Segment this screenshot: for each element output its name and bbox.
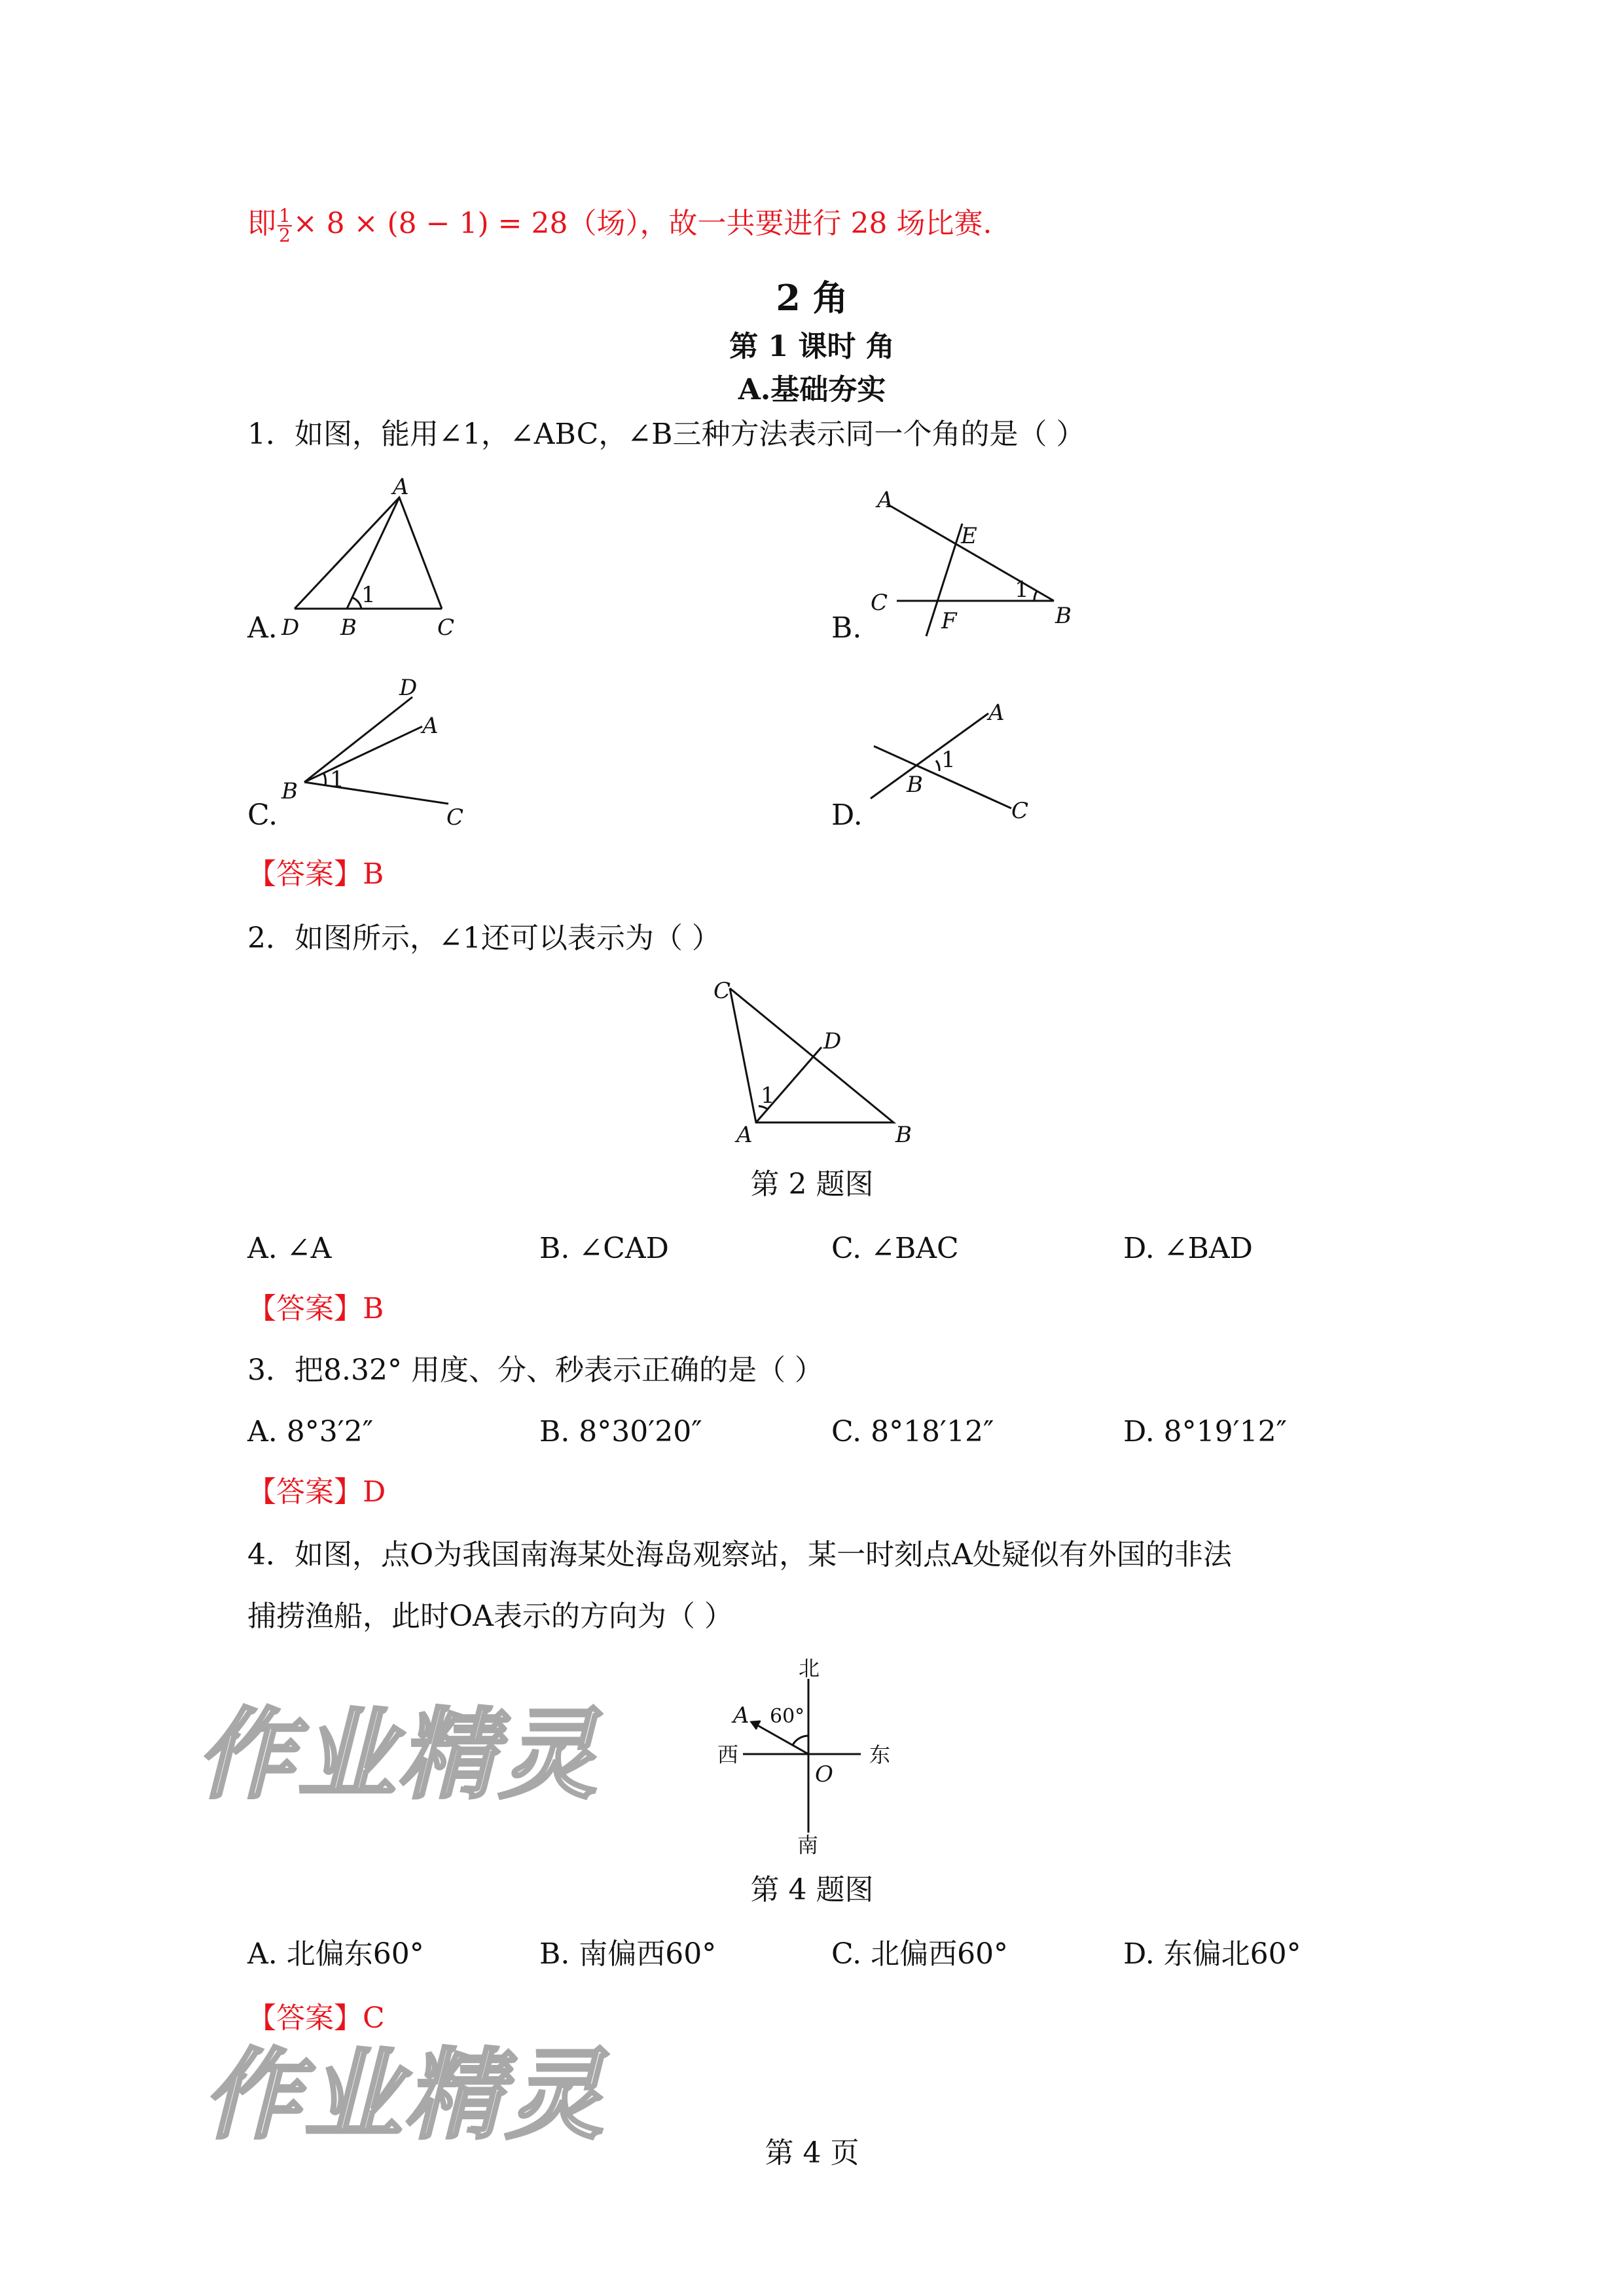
angle-arc [936,761,939,771]
q2-figure [700,975,936,1152]
label-b: B [281,778,298,804]
q2-option-d: D. ∠BAD [1123,1232,1253,1265]
page-number: 第 4 页 [765,2136,859,2170]
q1-option-b-label: B. [831,611,862,645]
q3-answer: 【答案】D [247,1475,386,1509]
label-b: B [340,615,357,641]
label-d: D [823,1028,842,1054]
q3-option-b: B. 8°30′20″ [539,1415,702,1448]
label-o: O [815,1761,833,1787]
q3-stem: 3．把8.32° 用度、分、秒表示正确的是（ ） [247,1354,823,1387]
label-a: A [877,487,893,513]
label-a: A [988,700,1005,726]
label-west: 西 [717,1742,739,1767]
label-north: 北 [799,1656,820,1681]
label-a: A [393,474,409,500]
q4-answer: 【答案】C [247,2001,385,2035]
q1-option-c-label: C. [247,798,278,832]
label-d: D [399,675,418,701]
label-angle-1: 1 [361,582,376,608]
label-angle-1: 1 [1015,577,1029,603]
label-angle-1: 1 [330,766,344,793]
label-c: C [1011,798,1029,824]
label-c: C [713,978,731,1004]
q2-option-c: C. ∠BAC [831,1232,959,1265]
q1-figure-d [857,687,1074,838]
fraction [278,204,292,246]
label-south: 南 [797,1833,819,1857]
label-a: A [422,713,439,739]
label-a: A [736,1122,753,1148]
answer-expression: × 8 × (8 − 1) = 28（场），故一共要进行 28 场比赛. [293,207,992,240]
angle-arc [1034,591,1037,601]
q2-caption: 第 2 题图 [750,1168,874,1201]
q1-stem: 1．如图，能用∠1，∠ABC，∠B三种方法表示同一个角的是（ ） [247,418,1085,451]
line-a [871,713,988,798]
q3-option-a: A. 8°3′2″ [247,1415,374,1448]
q1-figure-c [275,661,484,838]
label-b: B [895,1122,912,1148]
answer-prefix: 即 [247,207,276,240]
q3-option-d: D. 8°19′12″ [1123,1415,1288,1448]
fraction-denominator: 2 [279,224,291,246]
label-c: C [446,804,464,831]
q4-option-b: B. 南偏西60° [539,1937,717,1971]
q4-compass-figure [713,1656,923,1857]
q1-figure-b [857,484,1093,641]
q1-option-a-label: A. [247,611,278,645]
label-b: B [1055,603,1072,629]
q2-stem: 2．如图所示，∠1还可以表示为（ ） [247,922,721,955]
watermark-bottom: 作业精灵 [203,2039,607,2153]
angle-arc [793,1736,808,1745]
lesson-title: 第 1 课时 角 [729,330,895,363]
angle-arc [352,598,361,609]
q4-option-a: A. 北偏东60° [247,1937,424,1971]
label-c: C [437,615,455,641]
fraction-numerator: 1 [279,204,291,226]
line-ab [887,504,1054,601]
label-a: A [733,1702,749,1729]
q2-answer: 【答案】B [247,1292,384,1325]
angle-arc [324,774,325,785]
label-e: E [961,523,977,549]
watermark-top: 作业精灵 [196,1698,600,1812]
label-d: D [281,615,300,641]
q1-figure-a [281,474,465,648]
label-b: B [907,772,923,798]
q2-option-b: B. ∠CAD [539,1232,669,1265]
label-c: C [871,590,888,616]
label-east: 东 [869,1742,891,1767]
q4-caption: 第 4 题图 [750,1873,874,1907]
q3-option-c: C. 8°18′12″ [831,1415,994,1448]
section-title: 2 角 [776,277,848,319]
q4-option-c: C. 北偏西60° [831,1937,1009,1971]
q2-option-a: A. ∠A [247,1232,332,1265]
label-angle-1: 1 [941,747,956,773]
part-title: A.基础夯实 [738,373,886,406]
q4-stem-line1: 4．如图，点O为我国南海某处海岛观察站，某一时刻点A处疑似有外国的非法 [247,1538,1232,1571]
triangle-abc [730,988,893,1122]
label-angle-60: 60° [770,1705,805,1728]
q4-stem-line2: 捕捞渔船，此时OA表示的方向为（ ） [247,1600,733,1633]
q1-option-d-label: D. [831,798,863,832]
q1-answer: 【答案】B [247,857,384,891]
label-angle-1: 1 [761,1083,775,1109]
q4-option-d: D. 东偏北60° [1123,1937,1301,1971]
previous-answer-line [247,204,992,245]
label-f: F [941,608,957,634]
